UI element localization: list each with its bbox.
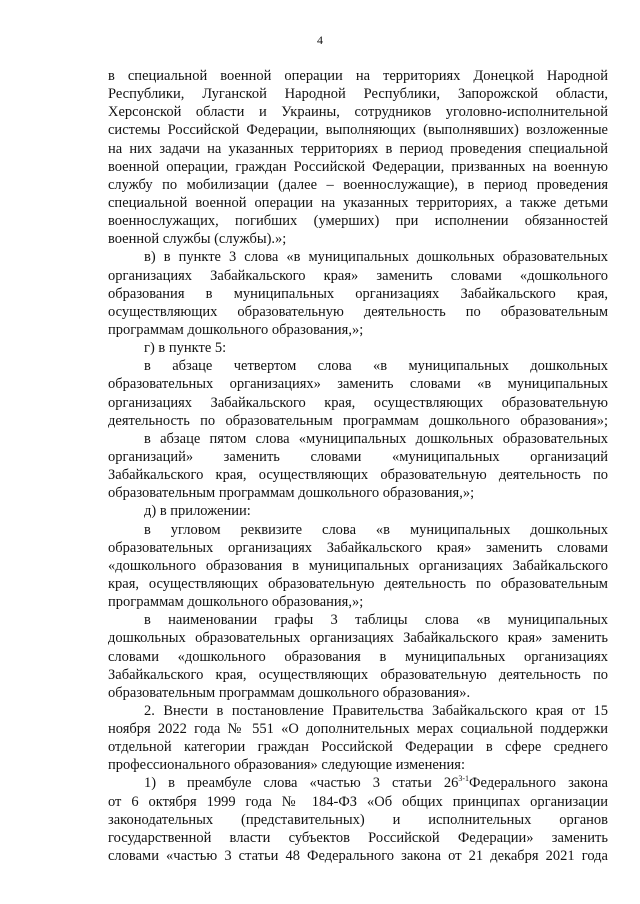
text-line <box>108 285 608 303</box>
text-line-content: законодательных (представительных) и исполнительных органов <box>108 811 608 828</box>
text-line <box>108 394 608 412</box>
text-line-content: г) в пункте 5: <box>144 340 227 357</box>
text-line <box>108 85 608 103</box>
text-line <box>108 593 608 611</box>
text-line <box>108 121 608 139</box>
text-line <box>108 829 608 847</box>
text-line <box>108 230 608 248</box>
text-line <box>108 103 608 121</box>
text-line <box>108 448 608 466</box>
superscript: 3-1 <box>458 774 469 784</box>
text-line <box>108 158 608 176</box>
page-number: 4 <box>317 33 323 47</box>
text-line <box>108 321 608 339</box>
text-line-content: 1) в преамбуле слова «частью 3 статьи 26 <box>144 775 459 792</box>
text-line <box>108 611 608 629</box>
text-line <box>108 502 608 520</box>
text-line-content: в) в пункте 3 слова «в муниципальных дошкольных образовательных <box>144 249 608 266</box>
text-line-content: д) в приложении: <box>144 503 251 520</box>
text-line-content: на них задачи на указанных территориях в период проведения специальной <box>108 140 608 157</box>
text-line-content: образовательных организациях» заменить словами «в муниципальных <box>108 376 608 393</box>
text-line <box>108 774 608 792</box>
text-line <box>108 720 608 738</box>
text-line <box>108 684 608 702</box>
text-line <box>108 793 608 811</box>
text-line-content: военной службы (службы).»; <box>108 231 287 248</box>
text-line-content: организаций» заменить словами «муниципальных организаций <box>108 448 608 465</box>
text-line-content: в абзаце пятом слова «муниципальных дошкольных образовательных <box>144 430 608 447</box>
text-line <box>108 357 608 375</box>
text-line <box>108 484 608 502</box>
text-line-content: ноября 2022 года № 551 «О дополнительных мерах социальной поддержки <box>108 721 608 738</box>
text-line <box>108 67 608 85</box>
text-line-content: программам дошкольного образования,»; <box>108 594 364 611</box>
text-line-content: словами «частью 3 статьи 48 Федерального закона от 21 декабря 2021 года <box>108 848 608 865</box>
text-line-content: системы Российской Федерации, выполняющих (выполнявших) возложенные <box>108 122 608 139</box>
text-line <box>108 212 608 230</box>
text-line <box>108 847 608 865</box>
text-line <box>108 430 608 448</box>
text-line <box>108 176 608 194</box>
text-line-content: Республики, Луганской Народной Республики, Запорожской области, <box>108 86 608 103</box>
text-line <box>108 575 608 593</box>
text-line <box>108 339 608 357</box>
text-line-content: в угловом реквизите слова «в муниципальных дошкольных <box>144 521 608 538</box>
text-line-content: в абзаце четвертом слова «в муниципальных дошкольных <box>144 358 608 375</box>
text-line <box>108 248 608 266</box>
text-line-content: профессионального образования» следующие изменения: <box>108 757 466 774</box>
text-line <box>108 629 608 647</box>
document-body <box>108 67 608 865</box>
text-line-content: 2. Внести в постановление Правительства Забайкальского края от 15 <box>144 702 608 719</box>
text-line <box>108 557 608 575</box>
text-line-content: военной операции, граждан Российской Федерации, призванных на военную <box>108 158 608 175</box>
text-line-content: организациях Забайкальского края» заменить словами «дошкольного <box>108 267 608 284</box>
text-line <box>108 648 608 666</box>
text-line-content: словами «дошкольного образования в муниципальных организациях <box>108 648 608 665</box>
text-line <box>108 194 608 212</box>
text-line-content: отдельной категории граждан Российской Федерации в сфере среднего <box>108 739 608 756</box>
text-line <box>108 466 608 484</box>
text-line <box>108 375 608 393</box>
text-line-content: государственной власти субъектов Российской Федерации» заменить <box>108 829 608 846</box>
text-line-content: деятельность по образовательным программам дошкольного образования»; <box>108 412 608 429</box>
text-line <box>108 521 608 539</box>
text-line-content: образования в муниципальных организациях Забайкальского края, <box>108 285 608 302</box>
text-line-content: образовательных организациях Забайкальского края» заменить словами <box>108 539 608 556</box>
text-line <box>108 738 608 756</box>
text-line-content: организациях Забайкальского края, осуществляющих образовательную <box>108 394 608 411</box>
text-line-continuation: Федерального закона <box>469 775 608 792</box>
text-line-content: образовательным программам дошкольного образования». <box>108 684 471 701</box>
text-line <box>108 756 608 774</box>
text-line <box>108 811 608 829</box>
text-line-content: военнослужащих, погибших (умерших) при исполнении обязанностей <box>108 213 608 230</box>
text-line-content: образовательным программам дошкольного образования,»; <box>108 485 475 502</box>
text-line <box>108 303 608 321</box>
text-line-content: осуществляющих образовательную деятельность по образовательным <box>108 303 608 320</box>
text-line-content: дошкольных образовательных организациях Забайкальского края» заменить <box>108 630 608 647</box>
text-line <box>108 412 608 430</box>
text-line <box>108 140 608 158</box>
text-line-content: Забайкальского края, осуществляющих образовательную деятельность по <box>108 666 608 683</box>
text-line-content: «дошкольного образования в муниципальных организациях Забайкальского <box>108 557 608 574</box>
text-line-content: программам дошкольного образования,»; <box>108 321 364 338</box>
text-line-content: в специальной военной операции на территориях Донецкой Народной <box>108 68 608 84</box>
text-line-content: службу по мобилизации (далее – военнослужащие), в период проведения <box>108 176 608 193</box>
text-line-content: от 6 октября 1999 года № 184-ФЗ «Об общих принципах организации <box>108 793 608 810</box>
text-line-content: в наименовании графы 3 таблицы слова «в муниципальных <box>144 612 608 629</box>
text-line <box>108 539 608 557</box>
text-line-content: края, осуществляющих образовательную деятельность по образовательным <box>108 575 608 592</box>
text-line-content: Херсонской области и Украины, сотрудников уголовно-исполнительной <box>108 104 608 121</box>
text-line-content: специальной военной операции на указанных территориях, а также детьми <box>108 194 608 211</box>
text-line <box>108 267 608 285</box>
text-line <box>108 666 608 684</box>
text-line <box>108 702 608 720</box>
text-line-content: Забайкальского края, осуществляющих образовательную деятельность по <box>108 467 608 484</box>
